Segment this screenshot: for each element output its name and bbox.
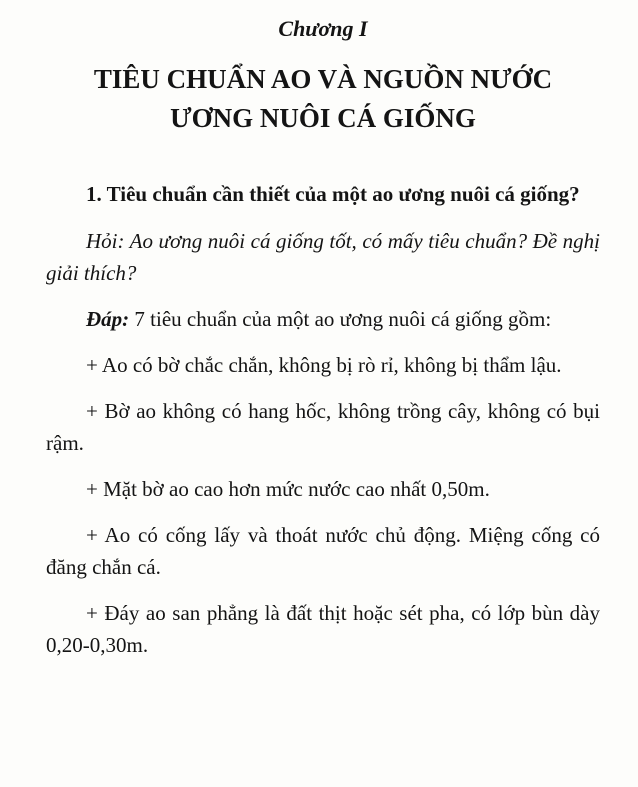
criterion-item: + Mặt bờ ao cao hơn mức nước cao nhất 0,50m. — [86, 477, 490, 501]
criterion-item: + Ao có cống lấy và thoát nước chủ động. Miệng cống có đăng chắn cá. — [46, 523, 600, 579]
question-paragraph: Hỏi: Ao ương nuôi cá giống tốt, có mấy tiêu chuẩn? Đề nghị giải thích? — [46, 229, 600, 285]
chapter-title-line-2: ƯƠNG NUÔI CÁ GIỐNG — [170, 103, 476, 133]
chapter-title — [46, 60, 600, 138]
answer-paragraph — [46, 303, 600, 335]
section-heading: 1. Tiêu chuẩn cần thiết của một ao ương nuôi cá giống? — [86, 182, 580, 206]
criterion-item: + Bờ ao không có hang hốc, không trồng cây, không có bụi rậm. — [46, 399, 600, 455]
answer-text: 7 tiêu chuẩn của một ao ương nuôi cá giống gồm: — [129, 307, 552, 331]
answer-label: Đáp: — [86, 307, 130, 331]
chapter-label: Chương I — [278, 16, 368, 41]
criterion-item: + Đáy ao san phẳng là đất thịt hoặc sét pha, có lớp bùn dày 0,20-0,30m. — [46, 601, 600, 657]
chapter-title-line-1: TIÊU CHUẨN AO VÀ NGUỒN NƯỚC — [93, 64, 553, 94]
criterion-item: + Ao có bờ chắc chắn, không bị rò rỉ, không bị thẩm lậu. — [86, 353, 562, 377]
